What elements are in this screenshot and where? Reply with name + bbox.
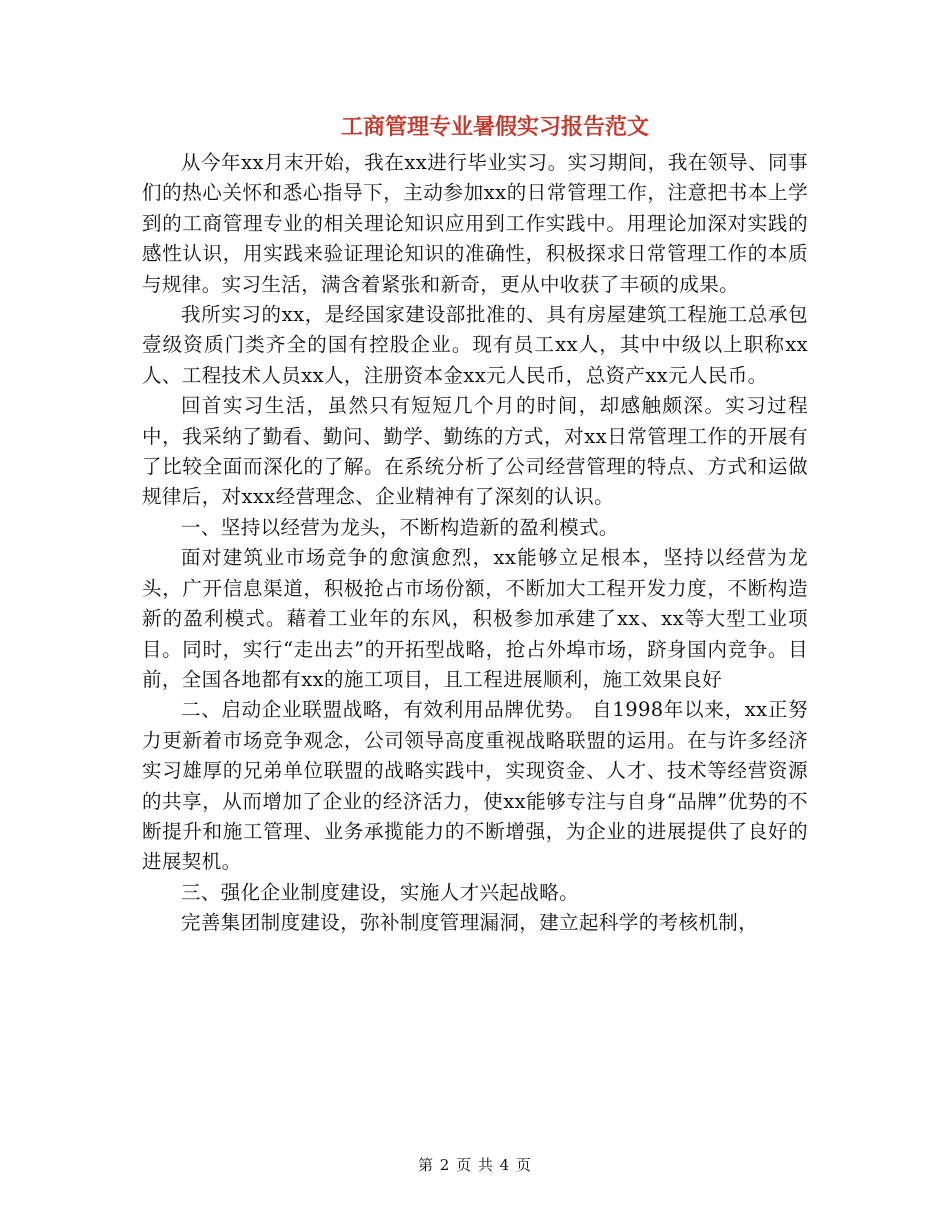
section-heading-1: 一、坚持以经营为龙头，不断构造新的盈利模式。 (181, 515, 619, 539)
document-body (142, 148, 808, 939)
document-title: 工商管理专业暑假实习报告范文 (340, 114, 649, 140)
paragraph-company: 我所实习的xx，是经国家建设部批准的、具有房屋建筑工程施工总承包壹级资质门类齐全的国有控股企业。现有员工xx人，其中中级以上职称xx人、工程技术人员xx人，注册资本金xx元人民币，总资产xx元人民币。 (142, 303, 808, 387)
section-heading-3: 三、强化企业制度建设，实施人才兴起战略。 (181, 880, 580, 904)
section-heading-2: 二、启动企业联盟战略，有效利用品牌优势。 自1998年以来，xx正努力更新着市场竞争观念，公司领导高度重视战略联盟的运用。在与许多经济实习雄厚的兄弟单位联盟的战略实践中，实现资金、人才、技术等经营资源的共享，从而增加了企业的经济活力，使xx能够专注与自身“品牌”优势的不断提升和施工管理、业务承揽能力的不断增强，为企业的进展提供了良好的进展契机。 (142, 698, 808, 874)
paragraph-review: 回首实习生活，虽然只有短短几个月的时间，却感触颇深。实习过程中，我采纳了勤看、勤问、勤学、勤练的方式，对xx日常管理工作的开展有了比较全面而深化的了解。在系统分析了公司经营管理的特点、方式和运做规律后，对xxx经营理念、企业精神有了深刻的认识。 (142, 394, 808, 509)
page-footer: 第 2 页 共 4 页 (418, 1156, 532, 1174)
paragraph-section-3: 完善集团制度建设，弥补制度管理漏洞，建立起科学的考核机制， (181, 911, 759, 935)
paragraph-intro: 从今年xx月末开始，我在xx进行毕业实习。实习期间，我在领导、同事们的热心关怀和悉心指导下，主动参加xx的日常管理工作，注意把书本上学到的工商管理专业的相关理论知识应用到工作实践中。用理论加深对实践的感性认识，用实践来验证理论知识的准确性，积极探求日常管理工作的本质与规律。实习生活，满含着紧张和新奇，更从中收获了丰硕的成果。 (142, 151, 808, 296)
paragraph-section-1: 面对建筑业市场竞争的愈演愈烈，xx能够立足根本，坚持以经营为龙头，广开信息渠道，积极抢占市场份额，不断加大工程开发力度，不断构造新的盈利模式。藉着工业年的东风，积极参加承建了xx、xx等大型工业项目。同时，实行“走出去”的开拓型战略，抢占外埠市场，跻身国内竞争。目前，全国各地都有xx的施工项目，且工程进展顺利，施工效果良好 (142, 546, 808, 691)
